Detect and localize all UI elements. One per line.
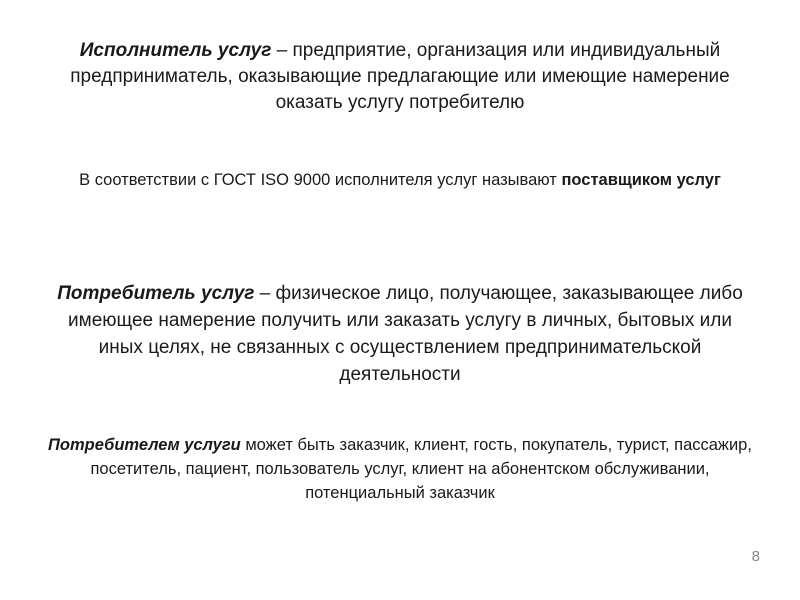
- page-number: 8: [751, 548, 760, 565]
- executor-definition: [0, 38, 800, 116]
- consumer-examples: [0, 433, 800, 505]
- gost-strong-term: поставщиком услуг: [561, 171, 721, 189]
- executor-term: Исполнитель услуг: [79, 40, 272, 61]
- consumer-examples-term: Потребителем услуги: [48, 436, 241, 454]
- consumer-term: Потребитель услуг: [57, 283, 255, 304]
- consumer-text: – физическое лицо, получающее, заказывающее либо имеющее намерение получить или заказать услугу в личных, бытовых или иных целях, не связанных с осуществлением предпринимательской деятельности: [68, 283, 743, 385]
- consumer-examples-text: может быть заказчик, клиент, гость, покупатель, турист, пассажир, посетитель, пациент, пользователь услуг, клиент на абонентском обслуживании, потенциальный заказчик: [90, 436, 752, 502]
- gost-text: В соответствии с ГОСТ ISO 9000 исполнителя услуг называют: [79, 171, 562, 189]
- consumer-definition: [0, 280, 800, 388]
- gost-note: [0, 168, 800, 192]
- executor-text: – предприятие, организация или индивидуальный предприниматель, оказывающие предлагающие или имеющие намерение оказать услугу потребителю: [70, 40, 730, 113]
